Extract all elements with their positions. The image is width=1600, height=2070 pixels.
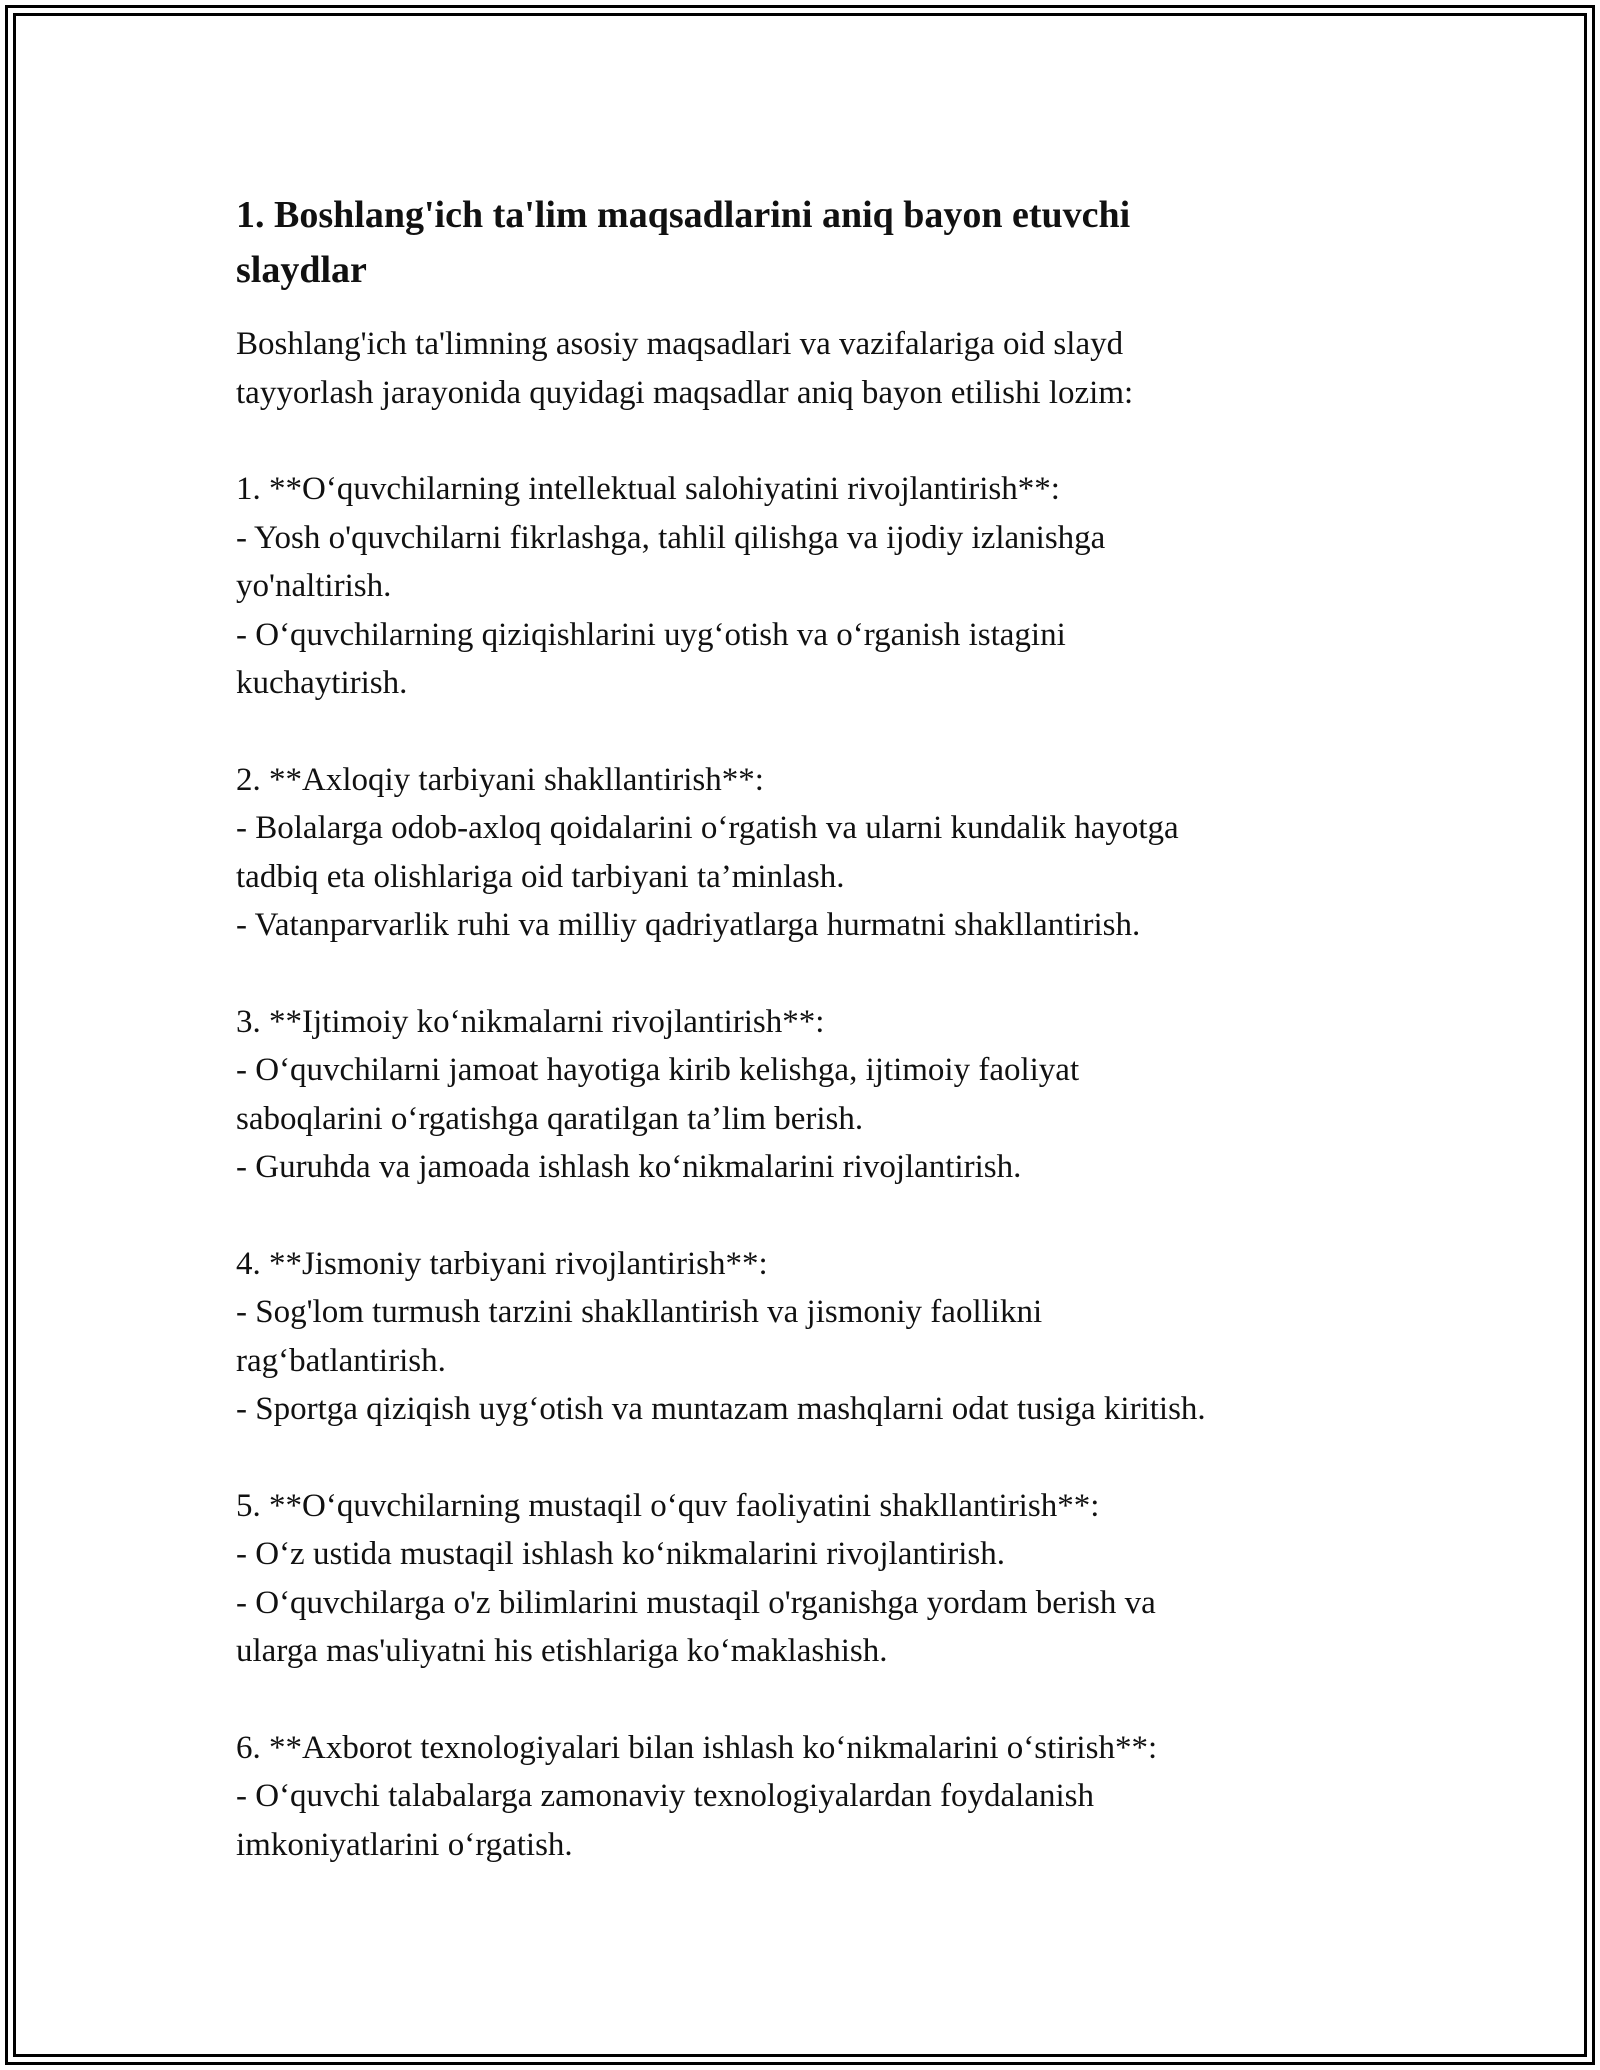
goal-title: 2. **Axloqiy tarbiyani shakllantirish**:	[236, 761, 764, 798]
goal-bullet: - Yosh o'quvchilarni fikrlashga, tahlil qilishga va ijodiy izlanishga yo'naltirish.	[236, 519, 1106, 604]
goal-section-2	[236, 756, 1376, 950]
document-heading: 1. Boshlang'ich ta'lim maqsadlarini aniq bayon etuvchi slaydlar	[236, 194, 1131, 291]
goal-bullet: - O‘quvchi talabalarga zamonaviy texnologiyalardan foydalanish imkoniyatlarini o‘rgatish.	[236, 1778, 1094, 1863]
goal-section-4	[236, 1240, 1376, 1434]
goal-title: 1. **O‘quvchilarning intellektual salohiyatini rivojlantirish**:	[236, 471, 1060, 507]
goal-title: 6. **Axborot texnologiyalari bilan ishlash ko‘nikmalarini o‘stirish**:	[236, 1729, 1158, 1766]
goal-section-3	[236, 998, 1376, 1192]
goal-bullet: - O‘quvchilarning qiziqishlarini uyg‘otish va o‘rganish istagini kuchaytirish.	[236, 616, 1066, 701]
goal-section-1	[236, 465, 1376, 708]
goal-title: 3. **Ijtimoiy ko‘nikmalarni rivojlantirish**:	[236, 1003, 825, 1040]
goal-bullet: - Sog'lom turmush tarzini shakllantirish va jismoniy faollikni rag‘batlantirish.	[236, 1294, 1043, 1379]
goal-bullet: - Vatanparvarlik ruhi va milliy qadriyatlarga hurmatni shakllantirish.	[236, 907, 1141, 943]
document-body	[236, 188, 1376, 1869]
goal-section-6	[236, 1724, 1376, 1870]
goal-title: 5. **O‘quvchilarning mustaqil o‘quv faoliyatini shakllantirish**:	[236, 1487, 1100, 1524]
goal-section-5	[236, 1482, 1376, 1676]
goal-bullet: - O‘quvchilarga o'z bilimlarini mustaqil o'rganishga yordam berish va ularga mas'uliyatni his etishlariga ko‘maklashish.	[236, 1584, 1156, 1669]
goal-bullet: - Bolalarga odob-axloq qoidalarini o‘rgatish va ularni kundalik hayotga tadbiq eta olishlariga oid tarbiyani ta’minlash.	[236, 810, 1179, 895]
goal-bullet: - O‘quvchilarni jamoat hayotiga kirib kelishga, ijtimoiy faoliyat saboqlarini o‘rgatishga qaratilgan ta’lim berish.	[236, 1052, 1080, 1137]
intro-paragraph: Boshlang'ich ta'limning asosiy maqsadlari va vazifalariga oid slayd tayyorlash jarayonida quyidagi maqsadlar aniq bayon etilishi lozim:	[236, 326, 1134, 411]
goal-bullet: - Sportga qiziqish uyg‘otish va muntazam mashqlarni odat tusiga kiritish.	[236, 1391, 1206, 1427]
goal-bullet: - O‘z ustida mustaqil ishlash ko‘nikmalarini rivojlantirish.	[236, 1536, 1005, 1572]
goal-bullet: - Guruhda va jamoada ishlash ko‘nikmalarini rivojlantirish.	[236, 1149, 1022, 1185]
goal-title: 4. **Jismoniy tarbiyani rivojlantirish**:	[236, 1245, 768, 1282]
